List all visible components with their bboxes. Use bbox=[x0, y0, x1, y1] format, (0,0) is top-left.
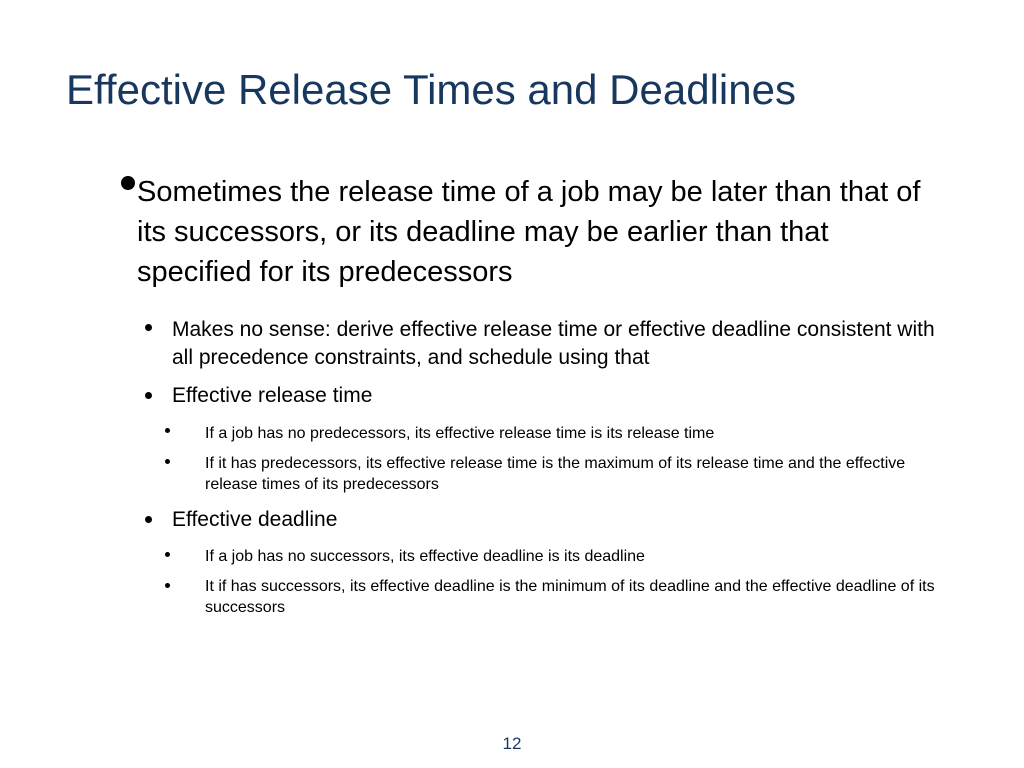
point-1-text: Makes no sense: derive effective release time or effective deadline consistent with all precedence constraints, and schedule using that bbox=[172, 318, 935, 369]
point-3-subpoint-1-text: If a job has no successors, its effective deadline is its deadline bbox=[205, 548, 645, 565]
bullet-icon bbox=[165, 583, 170, 588]
bullet-icon bbox=[145, 516, 152, 523]
bullet-icon bbox=[121, 176, 135, 190]
bullet-icon bbox=[165, 428, 170, 433]
point-3-subpoint-2-text: It if has successors, its effective deadline is the minimum of its deadline and the effective deadline of its successors bbox=[205, 578, 935, 616]
bullet-icon bbox=[165, 552, 170, 557]
slide-title: Effective Release Times and Deadlines bbox=[66, 66, 796, 113]
bullet-icon bbox=[145, 324, 152, 331]
page-number: 12 bbox=[502, 734, 522, 753]
bullet-icon bbox=[145, 392, 152, 399]
point-2-subpoint-1-text: If a job has no predecessors, its effective release time is its release time bbox=[205, 425, 715, 442]
bullet-icon bbox=[165, 459, 170, 464]
point-2-subpoint-2-text: If it has predecessors, its effective release time is the maximum of its release time and the effective release times of its predecessors bbox=[205, 455, 906, 493]
point-3-text: Effective deadline bbox=[172, 508, 338, 531]
main-point-text: Sometimes the release time of a job may be later than that of its successors, or its deadline may be earlier than that specified for its predecessors bbox=[137, 176, 921, 288]
point-2-text: Effective release time bbox=[172, 384, 373, 407]
